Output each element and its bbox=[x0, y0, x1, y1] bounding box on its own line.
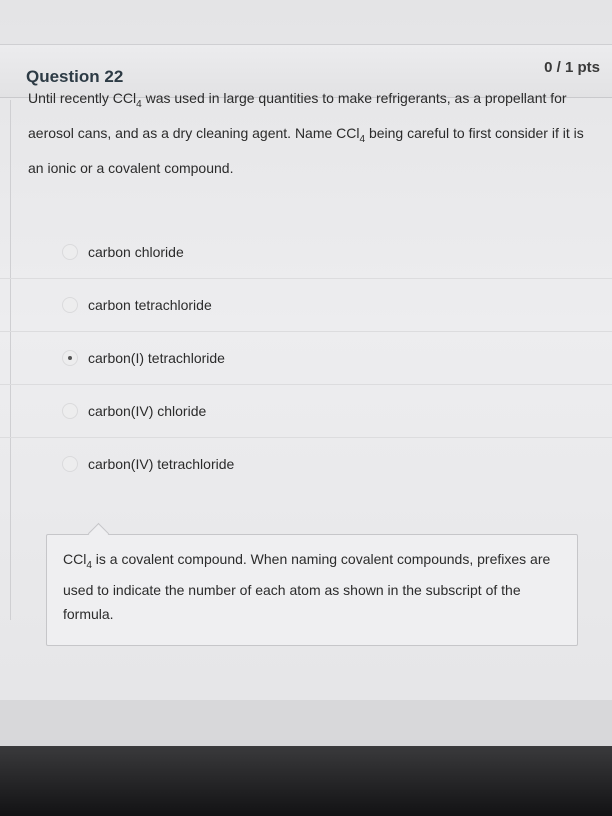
feedback-text-part: is a covalent compound. When naming covalent compounds, prefixes are used to indicate the number of each atom as shown in the subscript of the formula. bbox=[63, 551, 551, 622]
radio-button-selected[interactable] bbox=[62, 350, 78, 366]
feedback-text-part: CCl bbox=[63, 551, 87, 567]
answer-option[interactable] bbox=[0, 384, 612, 437]
question-points: 0 / 1 pts bbox=[544, 59, 600, 76]
feedback-text bbox=[63, 547, 563, 626]
answer-option[interactable] bbox=[0, 331, 612, 384]
radio-button[interactable] bbox=[62, 456, 78, 472]
answer-option[interactable] bbox=[0, 226, 612, 278]
question-text-part: was used in large quantities to make refrigerants, as a propellant for aerosol cans, and as a dry cleaning agent. Name CCl bbox=[28, 90, 567, 141]
question-text bbox=[28, 84, 598, 182]
page-footer-band bbox=[0, 700, 612, 746]
feedback-text-subscript: 4 bbox=[86, 559, 92, 571]
answer-label: carbon(I) tetrachloride bbox=[88, 350, 225, 366]
answer-label: carbon tetrachloride bbox=[88, 297, 212, 313]
question-title: Question 22 bbox=[26, 67, 124, 86]
feedback-box bbox=[46, 534, 578, 646]
question-text-part: Until recently CCl bbox=[28, 90, 137, 106]
question-text-subscript: 4 bbox=[359, 133, 366, 145]
answer-option[interactable] bbox=[0, 437, 612, 490]
question-text-part: being careful to first consider if it is an ionic or a covalent compound. bbox=[28, 124, 584, 176]
radio-button[interactable] bbox=[62, 403, 78, 419]
radio-button[interactable] bbox=[62, 244, 78, 260]
answer-label: carbon(IV) chloride bbox=[88, 403, 207, 419]
radio-button[interactable] bbox=[62, 297, 78, 313]
question-text-subscript: 4 bbox=[136, 98, 142, 110]
answer-label: carbon chloride bbox=[88, 244, 184, 260]
screen-bottom-edge bbox=[0, 746, 612, 816]
answer-list bbox=[0, 226, 612, 490]
answer-option[interactable] bbox=[0, 278, 612, 331]
answer-label: carbon(IV) tetrachloride bbox=[88, 456, 235, 472]
